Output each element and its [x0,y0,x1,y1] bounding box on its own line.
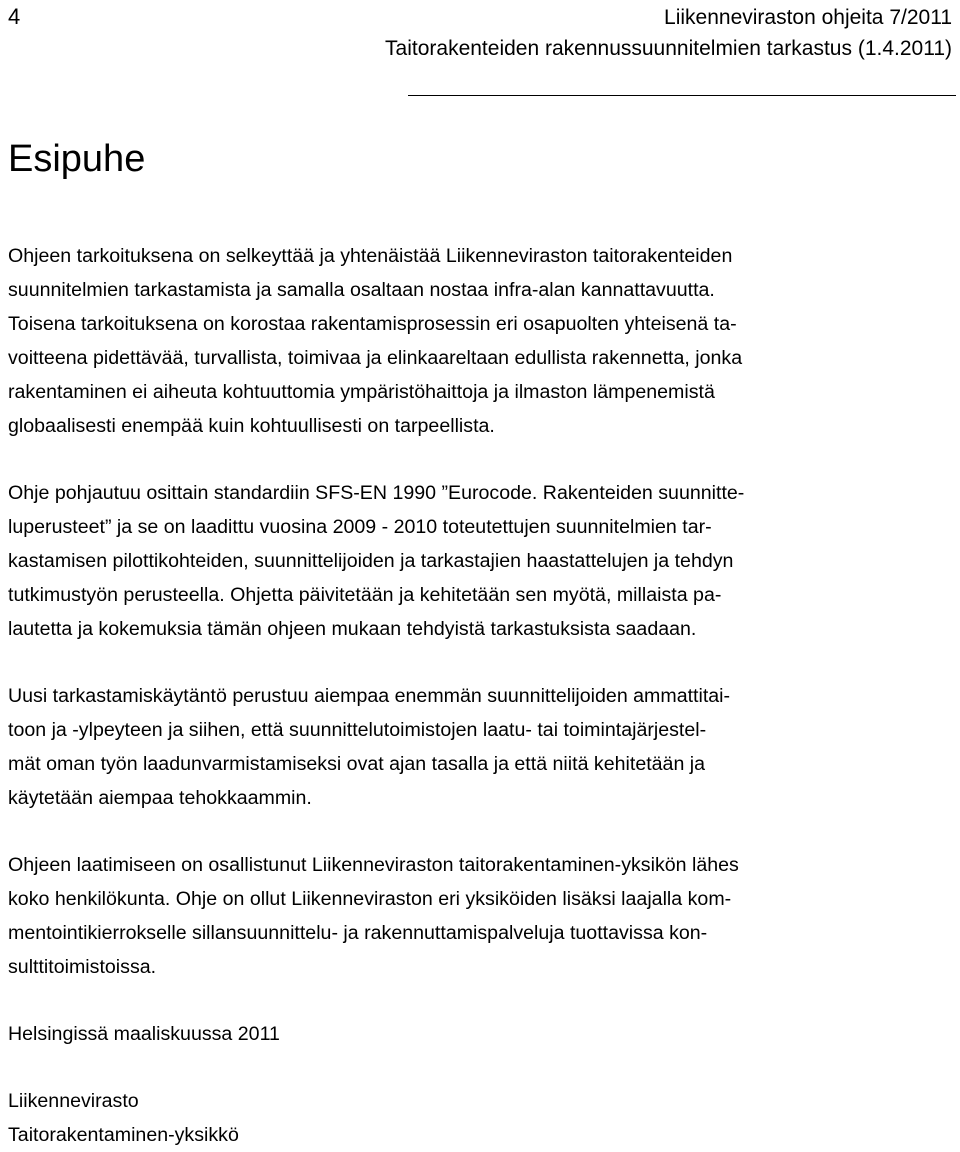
text-line: mentointikierrokselle sillansuunnittelu- ja rakennuttamispalveluja tuottavissa kon- [8,922,708,944]
unit-name: Taitorakentaminen-yksikkö [8,1124,239,1146]
series-title: Liikenneviraston ohjeita 7/2011 [664,6,952,29]
text-line: Ohje pohjautuu osittain standardiin SFS-EN 1990 ”Eurocode. Rakenteiden suunnitte- [8,482,745,504]
text-line: Uusi tarkastamiskäytäntö perustuu aiempaa enemmän suunnittelijoiden ammattitai- [8,685,731,707]
text-line: käytetään aiempaa tehokkaammin. [8,787,312,809]
page-title: Esipuhe [8,138,146,180]
organization-name: Liikennevirasto [8,1090,139,1112]
text-line: globaalisesti enempää kuin kohtuullisesti on tarpeellista. [8,415,495,437]
text-line: rakentaminen ei aiheuta kohtuuttomia ympäristöhaittoja ja ilmaston lämpenemistä [8,381,715,403]
text-line: sulttitoimistoissa. [8,956,157,978]
text-line: lautetta ja kokemuksia tämän ohjeen mukaan tehdyistä tarkastuksista saadaan. [8,618,697,640]
text-line: kastamisen pilottikohteiden, suunnittelijoiden ja tarkastajien haastattelujen ja tehdyn [8,550,734,572]
body-text [8,239,954,1152]
text-line: suunnitelmien tarkastamista ja samalla osaltaan nostaa infra-alan kannattavuutta. [8,279,715,301]
text-line: luperusteet” ja se on laadittu vuosina 2009 - 2010 toteutettujen suunnitelmien tar- [8,516,712,538]
text-line: voitteena pidettävää, turvallista, toimivaa ja elinkaareltaan edullista rakennetta, jonka [8,347,743,369]
text-line: tutkimustyön perusteella. Ohjetta päivitetään ja kehitetään sen myötä, millaista pa- [8,584,722,606]
text-line: Toisena tarkoituksena on korostaa rakentamisprosessin eri osapuolten yhteisenä ta- [8,313,737,335]
place-date: Helsingissä maaliskuussa 2011 [8,1023,280,1045]
paragraph-contributors [8,848,954,984]
text-line: Ohjeen tarkoituksena on selkeyttää ja yhtenäistää Liikenneviraston taitorakenteiden [8,245,733,267]
text-line: mät oman työn laadunvarmistamiseksi ovat ajan tasalla ja että niitä kehitetään ja [8,753,706,775]
document-title: Taitorakenteiden rakennussuunnitelmien tarkastus (1.4.2011) [385,37,952,60]
text-line: Ohjeen laatimiseen on osallistunut Liikenneviraston taitorakentaminen-yksikön lähes [8,854,739,876]
text-line: koko henkilökunta. Ohje on ollut Liikenneviraston eri yksiköiden lisäksi laajalla kom- [8,888,732,910]
paragraph-practice [8,679,954,815]
page-number: 4 [8,4,21,29]
header-divider [408,95,956,96]
text-line: toon ja -ylpeyteen ja siihen, että suunnittelutoimistojen laatu- tai toimintajärjestel- [8,719,707,741]
paragraph-purpose [8,239,954,443]
signature-block [8,1017,954,1152]
running-header [385,2,952,64]
paragraph-basis [8,476,954,646]
